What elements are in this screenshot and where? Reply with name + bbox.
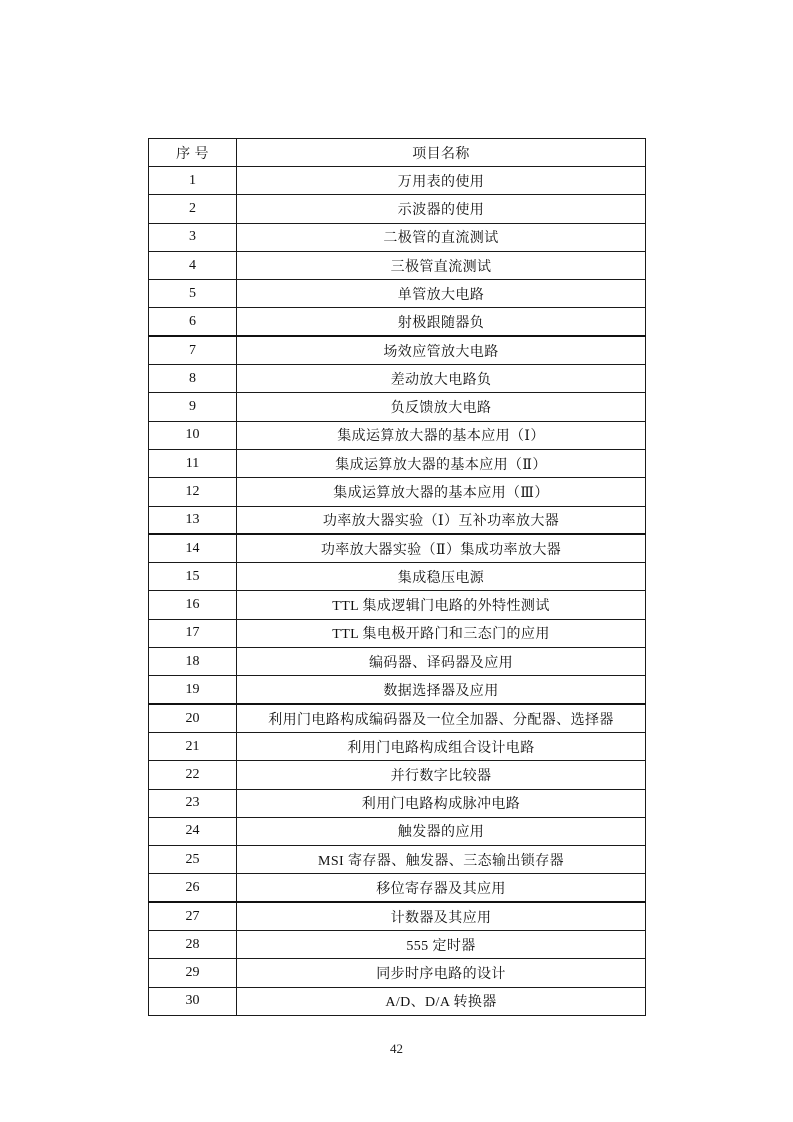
table-row [149, 534, 646, 562]
row-number-cell: 18 [149, 648, 237, 676]
row-project-name-cell: 触发器的应用 [237, 817, 646, 845]
header-number: 序 号 [149, 139, 237, 167]
row-number-cell: 9 [149, 393, 237, 421]
table-row [149, 789, 646, 817]
row-project-name-cell: 集成稳压电源 [237, 563, 646, 591]
experiment-table [148, 138, 646, 1016]
table-row [149, 365, 646, 393]
table-row [149, 167, 646, 195]
table-row [149, 931, 646, 959]
row-project-name-cell: TTL 集电极开路门和三态门的应用 [237, 619, 646, 647]
row-number-cell: 27 [149, 902, 237, 930]
row-project-name-cell: 单管放大电路 [237, 280, 646, 308]
table-row [149, 732, 646, 760]
row-number-cell: 11 [149, 449, 237, 477]
table-body [149, 167, 646, 1016]
row-number-cell: 22 [149, 761, 237, 789]
row-project-name-cell: 利用门电路构成脉冲电路 [237, 789, 646, 817]
table-row [149, 393, 646, 421]
row-project-name-cell: 三极管直流测试 [237, 251, 646, 279]
row-number-cell: 25 [149, 846, 237, 874]
row-number-cell: 26 [149, 874, 237, 902]
row-number-cell: 12 [149, 478, 237, 506]
row-number-cell: 21 [149, 732, 237, 760]
row-number-cell: 1 [149, 167, 237, 195]
row-number-cell: 28 [149, 931, 237, 959]
row-number-cell: 8 [149, 365, 237, 393]
row-number-cell: 30 [149, 987, 237, 1015]
row-number-cell: 6 [149, 308, 237, 336]
header-project-name: 项目名称 [237, 139, 646, 167]
row-project-name-cell: 差动放大电路负 [237, 365, 646, 393]
page-number: 42 [390, 1041, 403, 1056]
row-number-cell: 13 [149, 506, 237, 534]
row-project-name-cell: 负反馈放大电路 [237, 393, 646, 421]
row-number-cell: 20 [149, 704, 237, 732]
table-row [149, 874, 646, 902]
table-row [149, 704, 646, 732]
row-number-cell: 17 [149, 619, 237, 647]
row-project-name-cell: 功率放大器实验（Ⅱ）集成功率放大器 [237, 534, 646, 562]
row-project-name-cell: 场效应管放大电路 [237, 336, 646, 364]
row-number-cell: 5 [149, 280, 237, 308]
row-number-cell: 29 [149, 959, 237, 987]
table-row [149, 648, 646, 676]
row-project-name-cell: 555 定时器 [237, 931, 646, 959]
row-number-cell: 7 [149, 336, 237, 364]
row-number-cell: 10 [149, 421, 237, 449]
row-project-name-cell: 并行数字比较器 [237, 761, 646, 789]
row-number-cell: 19 [149, 676, 237, 704]
row-project-name-cell: 移位寄存器及其应用 [237, 874, 646, 902]
row-project-name-cell: 编码器、译码器及应用 [237, 648, 646, 676]
table-row [149, 449, 646, 477]
table-row [149, 563, 646, 591]
row-project-name-cell: 万用表的使用 [237, 167, 646, 195]
table-row [149, 902, 646, 930]
row-number-cell: 4 [149, 251, 237, 279]
row-number-cell: 3 [149, 223, 237, 251]
row-project-name-cell: A/D、D/A 转换器 [237, 987, 646, 1015]
table-row [149, 987, 646, 1015]
header-row [149, 139, 646, 167]
table-row [149, 619, 646, 647]
table-row [149, 761, 646, 789]
table-row [149, 676, 646, 704]
row-project-name-cell: 数据选择器及应用 [237, 676, 646, 704]
table-row [149, 280, 646, 308]
table-row [149, 478, 646, 506]
row-number-cell: 23 [149, 789, 237, 817]
table-row [149, 336, 646, 364]
table-row [149, 251, 646, 279]
row-project-name-cell: 计数器及其应用 [237, 902, 646, 930]
table-row [149, 817, 646, 845]
row-project-name-cell: 功率放大器实验（Ⅰ）互补功率放大器 [237, 506, 646, 534]
table-row [149, 421, 646, 449]
row-project-name-cell: 示波器的使用 [237, 195, 646, 223]
row-project-name-cell: 集成运算放大器的基本应用（Ⅲ） [237, 478, 646, 506]
row-project-name-cell: 二极管的直流测试 [237, 223, 646, 251]
table-row [149, 506, 646, 534]
row-number-cell: 14 [149, 534, 237, 562]
row-project-name-cell: 集成运算放大器的基本应用（Ⅰ） [237, 421, 646, 449]
row-project-name-cell: 利用门电路构成编码器及一位全加器、分配器、选择器 [237, 704, 646, 732]
table-row [149, 195, 646, 223]
row-number-cell: 15 [149, 563, 237, 591]
row-project-name-cell: 同步时序电路的设计 [237, 959, 646, 987]
row-project-name-cell: TTL 集成逻辑门电路的外特性测试 [237, 591, 646, 619]
row-project-name-cell: 利用门电路构成组合设计电路 [237, 732, 646, 760]
row-number-cell: 16 [149, 591, 237, 619]
row-project-name-cell: MSI 寄存器、触发器、三态输出锁存器 [237, 846, 646, 874]
row-number-cell: 2 [149, 195, 237, 223]
row-project-name-cell: 集成运算放大器的基本应用（Ⅱ） [237, 449, 646, 477]
table-row [149, 591, 646, 619]
table-header [149, 139, 646, 167]
table-row [149, 959, 646, 987]
table-row [149, 308, 646, 336]
row-project-name-cell: 射极跟随器负 [237, 308, 646, 336]
row-number-cell: 24 [149, 817, 237, 845]
table-row [149, 846, 646, 874]
table-row [149, 223, 646, 251]
